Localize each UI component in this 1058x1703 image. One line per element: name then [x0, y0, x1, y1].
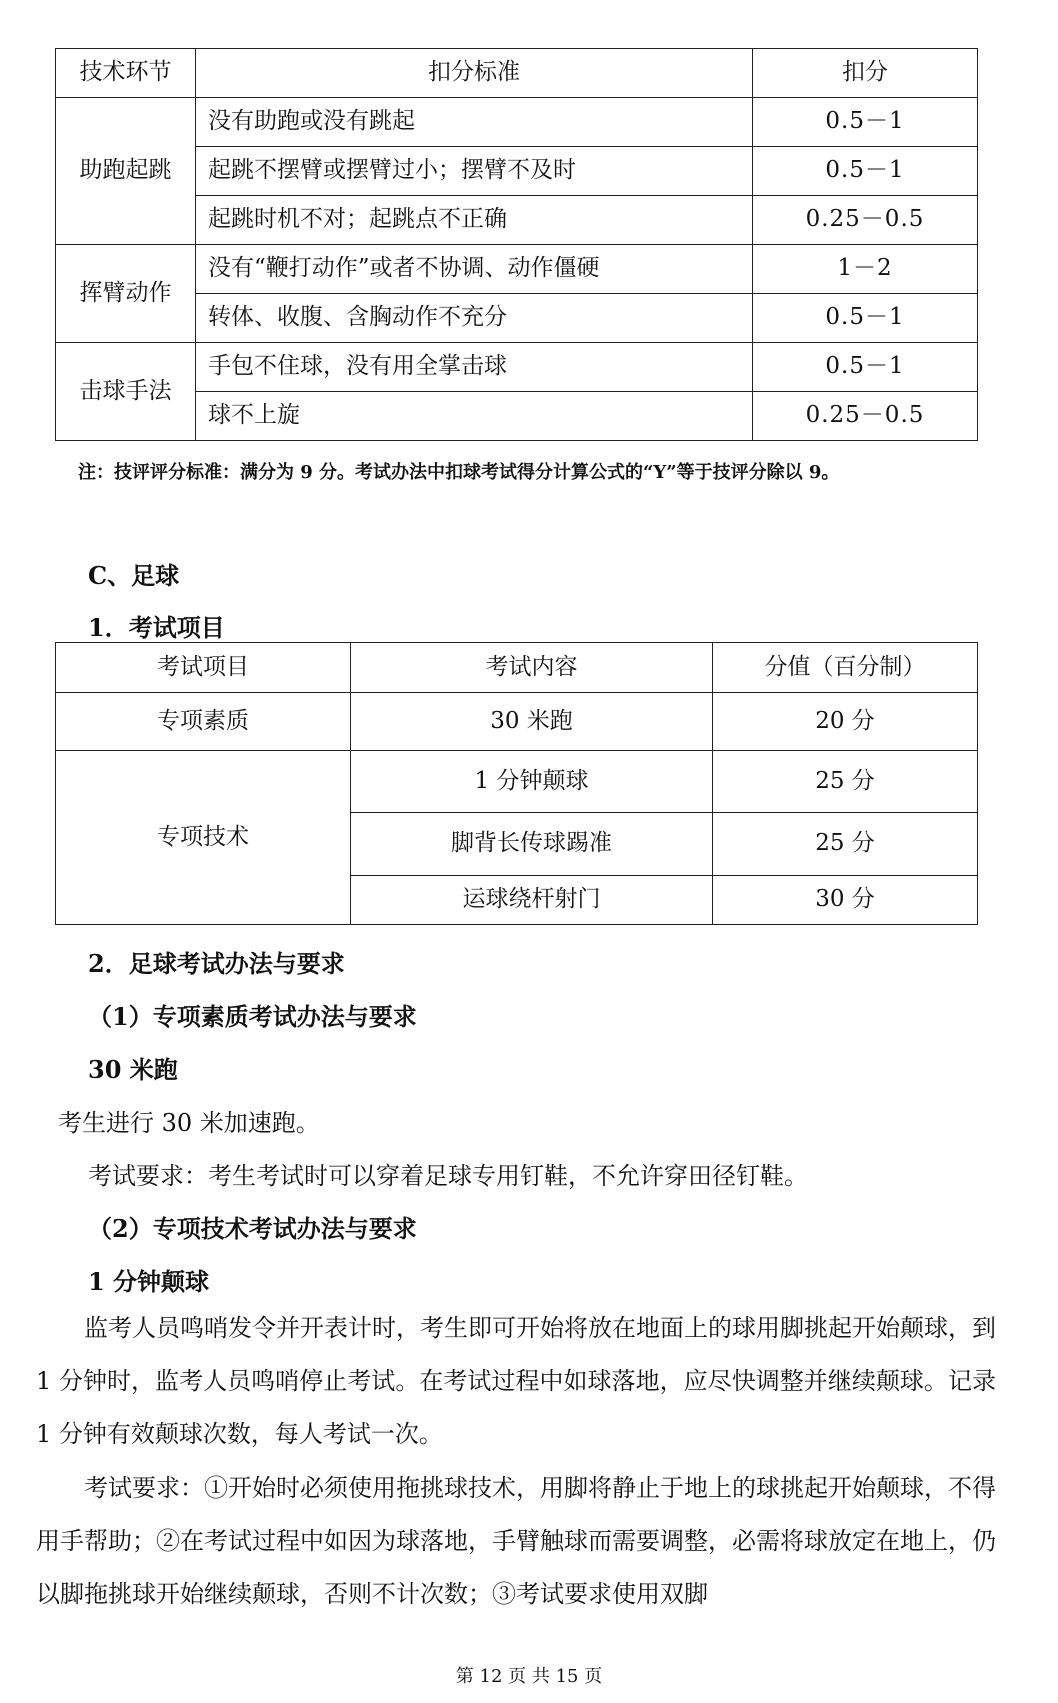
content-cell: 脚背长传球踢准	[351, 813, 713, 876]
table-row	[56, 343, 978, 392]
deduction-cell: 1－2	[753, 245, 978, 294]
content-cell: 运球绕杆射门	[351, 876, 713, 925]
score-cell: 30 分	[713, 876, 978, 925]
criterion-cell: 没有“鞭打动作”或者不协调、动作僵硬	[196, 245, 753, 294]
deduction-cell: 0.5－1	[753, 147, 978, 196]
item-heading: 1．考试项目	[88, 613, 225, 642]
deduction-cell: 0.5－1	[753, 98, 978, 147]
test-heading: 30 米跑	[88, 1055, 178, 1084]
exam-items-table	[55, 642, 978, 925]
criterion-cell: 转体、收腹、含胸动作不充分	[196, 294, 753, 343]
deduction-cell: 0.5－1	[753, 294, 978, 343]
header-cell: 扣分	[753, 49, 978, 98]
deduction-table	[55, 48, 978, 441]
group-cell: 挥臂动作	[56, 245, 196, 343]
section-heading: C、足球	[88, 561, 180, 590]
group-cell: 击球手法	[56, 343, 196, 441]
content-cell: 30 米跑	[351, 693, 713, 751]
test-description: 考生进行 30 米加速跑。	[58, 1109, 320, 1137]
score-cell: 20 分	[713, 693, 978, 751]
page-footer: 第 12 页 共 15 页	[455, 1666, 603, 1687]
score-cell: 25 分	[713, 813, 978, 876]
juggle-description: 监考人员鸣哨发令并开表计时，考生即可开始将放在地面上的球用脚挑起开始颠球，到 1 分钟时，监考人员鸣哨停止考试。在考试过程中如球落地，应尽快调整并继续颠球。记录 1 分钟有效颠球次数，每人考试一次。	[36, 1314, 996, 1448]
table-row	[56, 98, 978, 147]
score-cell: 25 分	[713, 751, 978, 813]
criterion-cell: 没有助跑或没有跳起	[196, 98, 753, 147]
table-header-row	[56, 643, 978, 693]
juggle-requirement: 考试要求：①开始时必须使用拖挑球技术，用脚将静止于地上的球挑起开始颠球，不得用手帮助；②在考试过程中如因为球落地，手臂触球而需要调整，必需将球放定在地上，仍以脚拖挑球开始继续颠球，否则不计次数；③考试要求使用双脚	[36, 1474, 996, 1608]
header-cell: 扣分标准	[196, 49, 753, 98]
deduction-cell: 0.5－1	[753, 343, 978, 392]
test-heading: 1 分钟颠球	[88, 1267, 210, 1296]
table-row	[56, 751, 978, 813]
content-cell: 1 分钟颠球	[351, 751, 713, 813]
sub-heading: （1）专项素质考试办法与要求	[88, 1002, 417, 1031]
sub-heading: （2）专项技术考试办法与要求	[88, 1214, 417, 1243]
criterion-cell: 起跳时机不对；起跳点不正确	[196, 196, 753, 245]
deduction-cell: 0.25－0.5	[753, 392, 978, 441]
header-cell: 分值（百分制）	[713, 643, 978, 693]
header-cell: 技术环节	[56, 49, 196, 98]
criterion-cell: 起跳不摆臂或摆臂过小；摆臂不及时	[196, 147, 753, 196]
header-cell: 考试项目	[56, 643, 351, 693]
category-cell: 专项技术	[56, 751, 351, 925]
table-header-row	[56, 49, 978, 98]
test-requirement: 考试要求：考生考试时可以穿着足球专用钉鞋，不允许穿田径钉鞋。	[88, 1162, 808, 1190]
table-note: 注：技评评分标准：满分为 9 分。考试办法中扣球考试得分计算公式的“Y”等于技评分除以 9。	[78, 462, 840, 483]
table-row	[56, 245, 978, 294]
deduction-cell: 0.25－0.5	[753, 196, 978, 245]
criterion-cell: 手包不住球，没有用全掌击球	[196, 343, 753, 392]
group-cell: 助跑起跳	[56, 98, 196, 245]
header-cell: 考试内容	[351, 643, 713, 693]
table-row	[56, 693, 978, 751]
criterion-cell: 球不上旋	[196, 392, 753, 441]
category-cell: 专项素质	[56, 693, 351, 751]
item-heading: 2．足球考试办法与要求	[88, 949, 345, 978]
